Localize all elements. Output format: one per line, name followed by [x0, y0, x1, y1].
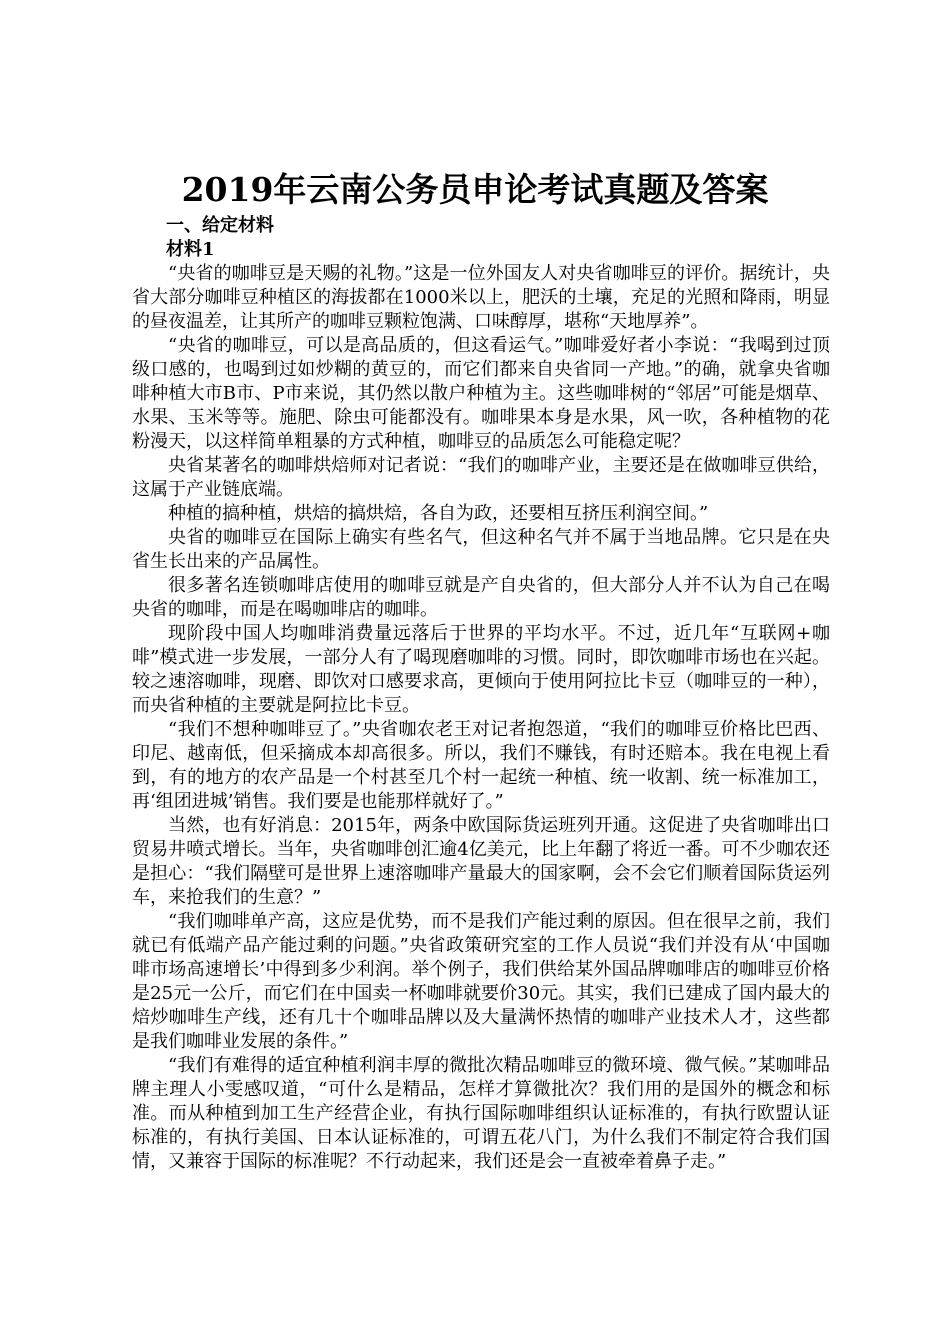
paragraph: “我们有难得的适宜种植利润丰厚的微批次精品咖啡豆的微环境、微气候。”某咖啡品牌主理人小雯感叹道，“可什么是精品，怎样才算微批次？我们用的是国外的概念和标准。而从种植到加工生产经营企业，有执行国际咖啡组织认证标准的，有执行欧盟认证标准的，有执行美国、日本认证标准的，可谓五花八门，为什么我们不制定符合我们国情，又兼容于国际的标准呢？不行动起来，我们还是会一直被牵着鼻子走。” [132, 1055, 830, 1172]
section-heading: 一、给定材料 [166, 215, 274, 236]
paragraph: “我们咖啡单产高，这应是优势，而不是我们产能过剩的原因。但在很早之前，我们就已有低端产品产能过剩的问题。”央省政策研究室的工作人员说“我们并没有从‘中国咖啡市场高速增长’中得到多少利润。举个例子，我们供给某外国品牌咖啡店的咖啡豆价格是25元一公斤，而它们在中国卖一杯咖啡就要价30元。其实，我们已建成了国内最大的焙炒咖啡生产线，还有几十个咖啡品牌以及大量满怀热情的咖啡产业技术人才，这些都是我们咖啡业发展的条件。” [132, 911, 830, 1052]
paragraph: 央省某著名的咖啡烘焙师对记者说：“我们的咖啡产业，主要还是在做咖啡豆供给，这属于产业链底端。 [132, 455, 830, 500]
document-body [132, 262, 830, 1174]
paragraph: 央省的咖啡豆在国际上确实有些名气，但这种名气并不属于当地品牌。它只是在央省生长出来的产品属性。 [132, 527, 830, 572]
document-title: 2019年云南公务员申论考试真题及答案 [181, 170, 769, 209]
paragraph: “央省的咖啡豆，可以是高品质的，但这看运气。”咖啡爱好者小李说：“我喝到过顶级口感的，也喝到过如炒糊的黄豆的，而它们都来自央省同一产地。”的确，就拿央省咖啡种植大市B市、P市来说，其仍然以散户种植为主。这些咖啡树的“邻居”可能是烟草、水果、玉米等等。施肥、除虫可能都没有。咖啡果本身是水果，风一吹，各种植物的花粉漫天，以这样简单粗暴的方式种植，咖啡豆的品质怎么可能稳定呢？ [132, 335, 830, 452]
paragraph: 很多著名连锁咖啡店使用的咖啡豆就是产自央省的，但大部分人并不认为自己在喝央省的咖啡，而是在喝咖啡店的咖啡。 [132, 575, 830, 620]
material-heading: 材料1 [166, 239, 215, 260]
paragraph: 种植的搞种植，烘焙的搞烘焙，各自为政，还要相互挤压利润空间。” [168, 503, 709, 524]
paragraph: “央省的咖啡豆是天赐的礼物。”这是一位外国友人对央省咖啡豆的评价。据统计，央省大部分咖啡豆种植区的海拔都在1000米以上，肥沃的土壤，充足的光照和降雨，明显的昼夜温差，让其所产的咖啡豆颗粒饱满、口味醇厚，堪称“天地厚养”。 [132, 263, 830, 332]
paragraph: “我们不想种咖啡豆了。”央省咖农老王对记者抱怨道，“我们的咖啡豆价格比巴西、印尼、越南低，但采摘成本却高很多。所以，我们不赚钱，有时还赔本。我在电视上看到，有的地方的农产品是一个村甚至几个村一起统一种植、统一收割、统一标准加工，再‘组团进城’销售。我们要是也能那样就好了。” [132, 719, 830, 812]
paragraph: 现阶段中国人均咖啡消费量远落后于世界的平均水平。不过，近几年“互联网+咖啡”模式进一步发展，一部分人有了喝现磨咖啡的习惯。同时，即饮咖啡市场也在兴起。较之速溶咖啡，现磨、即饮对口感要求高，更倾向于使用阿拉比卡豆（咖啡豆的一种），而央省种植的主要就是阿拉比卡豆。 [132, 623, 830, 716]
paragraph: 当然，也有好消息：2015年，两条中欧国际货运班列开通。这促进了央省咖啡出口贸易井喷式增长。当年，央省咖啡创汇逾4亿美元，比上年翻了将近一番。可不少咖农还是担心：“我们隔壁可是世界上速溶咖啡产量最大的国家啊，会不会它们顺着国际货运列车，来抢我们的生意？” [132, 815, 830, 908]
